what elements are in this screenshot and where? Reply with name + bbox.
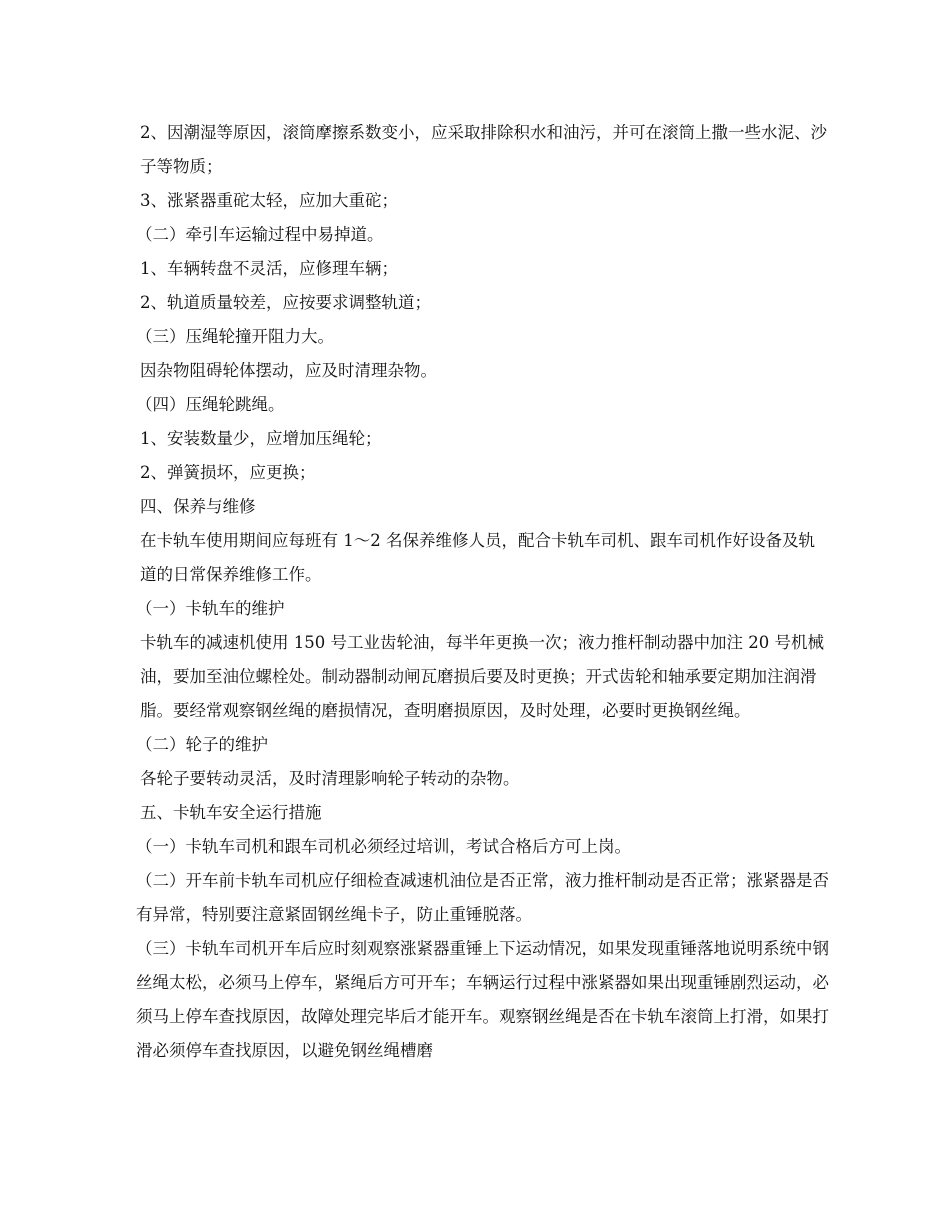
paragraph-5: 2、轨道质量较差，应按要求调整轨道； xyxy=(140,293,431,312)
paragraph-10: 2、弹簧损坏，应更换； xyxy=(140,463,316,482)
section-heading-railcar-maintenance: （一）卡轨车的维护 xyxy=(136,599,285,618)
paragraph-16: 各轮子要转动灵活，及时清理影响轮子转动的杂物。 xyxy=(140,769,520,788)
chapter-heading-safety: 五、卡轨车安全运行措施 xyxy=(140,803,322,822)
section-heading-4: （四）压绳轮跳绳。 xyxy=(136,395,285,414)
paragraph-20: （三）卡轨车司机开车后应时刻观察涨紧器重锤上下运动情况，如果发现重锤落地说明系统中钢丝绳太松，必须马上停车，紧绳后方可开车；车辆运行过程中涨紧器如果出现重锤剧烈运动，必须马上停车查找原因，故障处理完毕后才能开车。观察钢丝绳是否在卡轨车滚筒上打滑，如果打滑必须停车查找原因，以避免钢丝绳槽磨 xyxy=(136,939,829,1060)
section-heading-2: （二）牵引车运输过程中易掉道。 xyxy=(136,225,384,244)
paragraph-12: 在卡轨车使用期间应每班有 1～2 名保养维修人员，配合卡轨车司机、跟车司机作好设备及轨道的日常保养维修工作。 xyxy=(140,531,815,584)
document-body xyxy=(136,116,830,1068)
paragraph-18: （一）卡轨车司机和跟车司机必须经过培训，考试合格后方可上岗。 xyxy=(136,837,631,856)
paragraph-2: 3、涨紧器重砣太轻，应加大重砣； xyxy=(140,191,398,210)
section-heading-3: （三）压绳轮撞开阻力大。 xyxy=(136,327,334,346)
paragraph-19: （二）开车前卡轨车司机应仔细检查减速机油位是否正常，液力推杆制动是否正常；涨紧器是否有异常，特别要注意紧固钢丝绳卡子，防止重锤脱落。 xyxy=(136,871,829,924)
paragraph-1: 2、因潮湿等原因，滚筒摩擦系数变小，应采取排除积水和油污，并可在滚筒上撒一些水泥、沙子等物质； xyxy=(140,123,827,176)
paragraph-14: 卡轨车的减速机使用 150 号工业齿轮油，每半年更换一次；液力推杆制动器中加注 20 号机械油，要加至油位螺栓处。制动器制动闸瓦磨损后要及时更换；开式齿轮和轴承要定期加注润滑脂。要经常观察钢丝绳的磨损情况，查明磨损原因，及时处理，必要时更换钢丝绳。 xyxy=(140,633,824,720)
paragraph-7: 因杂物阻碍轮体摆动，应及时清理杂物。 xyxy=(140,361,437,380)
paragraph-4: 1、车辆转盘不灵活，应修理车辆； xyxy=(140,259,398,278)
chapter-heading-maintenance: 四、保养与维修 xyxy=(140,497,256,516)
section-heading-wheel-maintenance: （二）轮子的维护 xyxy=(136,735,268,754)
paragraph-9: 1、安装数量少，应增加压绳轮； xyxy=(140,429,382,448)
